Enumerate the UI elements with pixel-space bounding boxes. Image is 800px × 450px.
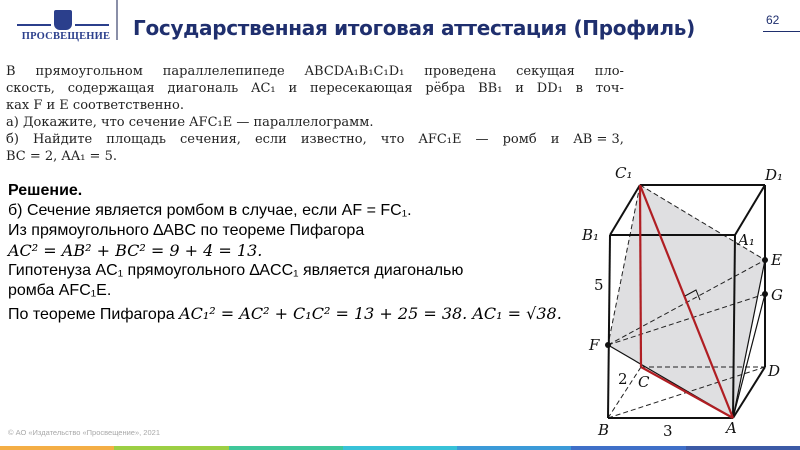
- label-F: F: [589, 336, 600, 354]
- problem-word: рёбра: [425, 81, 466, 96]
- problem-word: BC = 2, AA₁ = 5.: [6, 149, 117, 164]
- problem-word: AB = 3,: [573, 132, 624, 147]
- problem-line: [6, 63, 624, 80]
- copyright: © АО «Издательство «Просвещение», 2021: [8, 428, 160, 437]
- solution-line-5: ромба AFC₁E.: [8, 282, 112, 299]
- problem-word: б): [6, 132, 19, 147]
- problem-word: диагональ: [167, 81, 239, 96]
- problem-word: прямоугольном: [35, 64, 143, 79]
- point-F: [605, 342, 611, 348]
- parallelepiped-diagram: [580, 160, 800, 450]
- label-D: D: [768, 362, 781, 380]
- problem-word: а) Докажите, что сечение AFC₁E — параллелограмм.: [6, 115, 374, 130]
- solution-heading: Решение.: [8, 182, 83, 199]
- problem-word: AFC₁E: [418, 132, 462, 147]
- label-E: E: [771, 251, 782, 269]
- color-bar-segment: [114, 446, 228, 450]
- problem-word: В: [6, 64, 16, 79]
- label-G: G: [771, 286, 783, 304]
- problem-word: пло-: [594, 64, 624, 79]
- label-C1: C₁: [615, 164, 633, 182]
- problem-word: проведена: [424, 64, 497, 79]
- page-number: 62: [766, 13, 780, 27]
- solution-line-6: [8, 304, 578, 325]
- problem-word: содержащая: [67, 81, 155, 96]
- problem-word: если: [254, 132, 287, 147]
- problem-word: AC₁: [251, 81, 276, 96]
- problem-word: и: [288, 81, 298, 96]
- label-B: B: [598, 421, 610, 439]
- solution-line-4: Гипотенуза AC₁ прямоугольного ∆ACC₁ является диагональю: [8, 262, 464, 279]
- problem-word: в: [575, 81, 583, 96]
- solution-formula-2: AC₁² = AC² + C₁C² = 13 + 25 = 38. AC₁ = √38.: [179, 304, 562, 323]
- point-G: [762, 291, 768, 297]
- problem-word: ромб: [502, 132, 537, 147]
- problem-word: параллелепипеде: [162, 64, 285, 79]
- label-D1: D₁: [765, 166, 784, 184]
- problem-word: площадь: [106, 132, 166, 147]
- problem-word: ABCDA₁B₁C₁D₁: [304, 64, 405, 79]
- problem-word: скость,: [6, 81, 55, 96]
- problem-word: DD₁: [536, 81, 563, 96]
- label-B1: B₁: [582, 226, 600, 244]
- problem-word: BB₁: [478, 81, 503, 96]
- problem-word: ках F и E соответственно.: [6, 98, 185, 113]
- logo-line-right: [75, 24, 109, 26]
- publisher-logo: [14, 10, 118, 46]
- color-bar-segment: [229, 446, 343, 450]
- problem-word: секущая: [516, 64, 575, 79]
- problem-statement: [6, 63, 624, 165]
- problem-word: —: [475, 132, 489, 147]
- problem-line: [6, 148, 624, 165]
- label-C: C: [638, 373, 650, 391]
- solution-line-6-text: По теореме Пифагора: [8, 306, 180, 323]
- problem-line: [6, 80, 624, 97]
- color-bar: [0, 446, 800, 450]
- label-A: A: [726, 419, 737, 437]
- label-A1: A₁: [738, 231, 755, 249]
- problem-word: известно,: [300, 132, 367, 147]
- problem-word: что: [380, 132, 405, 147]
- color-bar-segment: [0, 446, 114, 450]
- problem-word: Найдите: [32, 132, 93, 147]
- color-bar-segment: [343, 446, 457, 450]
- solution-formula-1: AC² = AB² + BC² = 9 + 4 = 13.: [8, 241, 263, 260]
- logo-line-left: [17, 24, 51, 26]
- problem-line: [6, 97, 624, 114]
- problem-word: и: [515, 81, 524, 96]
- problem-line: [6, 114, 624, 131]
- header-divider: [116, 0, 118, 40]
- color-bar-segment: [571, 446, 685, 450]
- page-number-underline: [763, 31, 800, 32]
- label-width-3: 3: [663, 422, 673, 440]
- problem-word: и: [550, 132, 560, 147]
- problem-word: сечения,: [179, 132, 241, 147]
- point-E: [762, 257, 768, 263]
- solution-line-2: Из прямоугольного ∆ABC по теореме Пифагора: [8, 222, 365, 239]
- color-bar-segment: [457, 446, 571, 450]
- color-bar-segment: [686, 446, 800, 450]
- solution-line-1: б) Сечение является ромбом в случае, если AF = FC₁.: [8, 202, 412, 219]
- logo-text: ПРОСВЕЩЕНИЕ: [21, 31, 111, 42]
- page-title: Государственная итоговая аттестация (Профиль): [133, 16, 695, 40]
- logo-emblem-icon: [54, 10, 72, 30]
- problem-word: пересекающая: [309, 81, 413, 96]
- label-depth-2: 2: [618, 370, 628, 388]
- label-height-5: 5: [594, 276, 604, 294]
- problem-line: [6, 131, 624, 148]
- problem-word: точ-: [595, 81, 624, 96]
- solution-block: [8, 181, 578, 325]
